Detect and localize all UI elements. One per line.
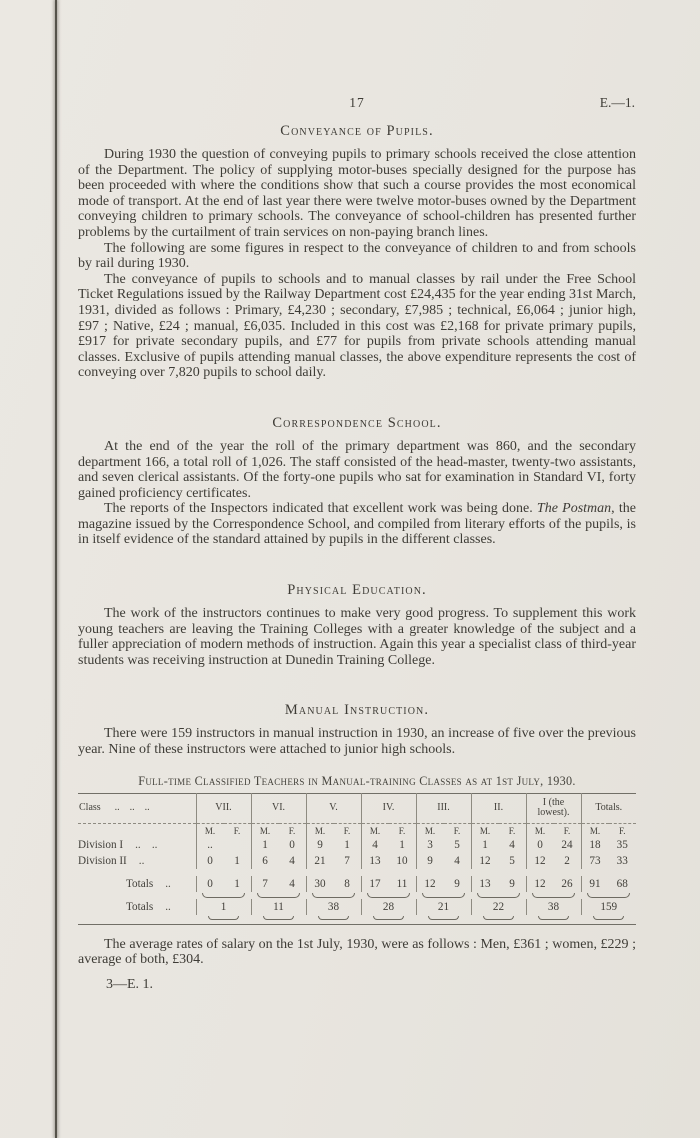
table-row-division-i — [78, 837, 636, 853]
section-heading-manual-instruction: Manual Instruction. — [284, 702, 430, 719]
brace-cell — [526, 915, 581, 925]
col-header-iii: III. — [416, 793, 471, 823]
table-group-header-row — [78, 793, 636, 823]
cell: 4 — [289, 854, 295, 867]
cell: 5 — [509, 854, 515, 867]
subheader-f: F. — [398, 825, 406, 836]
cell: 24 — [561, 838, 573, 851]
cell: 12 — [416, 876, 444, 892]
col-header-class — [78, 793, 196, 823]
row-label: Totals — [126, 877, 154, 890]
section-heading-physical-education: Physical Education. — [287, 582, 427, 599]
cell: 2 — [564, 854, 570, 867]
leader-dots: .. — [165, 900, 171, 913]
brace-cell — [581, 915, 636, 925]
cell: 11 — [251, 899, 306, 915]
underbrace-row — [78, 892, 636, 899]
subheader-f: F. — [233, 825, 241, 836]
cell: 68 — [616, 877, 628, 890]
brace-cell — [196, 915, 251, 925]
paragraph-salary: The average rates of salary on the 1st July, 1930, were as follows : Men, £361 ; women, £229 ; average of both, £304. — [78, 936, 636, 968]
underbrace — [532, 893, 575, 898]
table-sex-subheader-row — [78, 823, 636, 837]
brace-cell — [471, 892, 526, 899]
cell: 35 — [616, 838, 628, 851]
col-header-class-label: Class — [79, 801, 101, 813]
cell: 1 — [399, 838, 405, 851]
brace-cell — [581, 892, 636, 899]
subheader-f: F. — [618, 825, 626, 836]
magazine-title-italic: The Postman — [536, 501, 612, 517]
subheader-m: M. — [526, 823, 554, 837]
leader-dots: .. .. — [135, 838, 158, 851]
subheader-m: M. — [471, 823, 499, 837]
cell: 22 — [471, 899, 526, 915]
brace-cell — [196, 892, 251, 899]
paragraph-text: The reports of the Inspectors indicated that excellent work was being done. — [104, 501, 537, 517]
spacer-cell — [78, 869, 636, 876]
paragraph-physical-1: The work of the instructors continues to make very good progress. To supplement this work young teachers are leaving the Training Colleges with a greater knowledge of the subject and a fuller appreciation of modern methods of instruction. Again this year a specialist class of third-year students was receiving instruction at Dunedin Training College. — [78, 606, 636, 668]
cell: 11 — [396, 877, 408, 890]
underbrace — [483, 916, 513, 920]
subheader-m: M. — [416, 823, 444, 837]
row-label-cell — [78, 853, 196, 869]
leader-dots: .. — [165, 877, 171, 890]
underbrace — [538, 916, 568, 920]
cell: 4 — [454, 854, 460, 867]
cell: 159 — [581, 899, 636, 915]
cell: 13 — [361, 853, 389, 869]
subheader-m: M. — [306, 823, 334, 837]
cell: 4 — [361, 837, 389, 853]
col-header-totals: Totals. — [581, 793, 636, 823]
row-label: Totals — [126, 900, 154, 913]
brace-cell — [306, 892, 361, 899]
subheader-f: F. — [563, 825, 571, 836]
underbrace-row-2 — [78, 915, 636, 925]
underbrace — [593, 916, 623, 920]
paragraph-conveyance-2: The following are some figures in respect to the conveyance of children to and from schools by rail during 1930. — [78, 240, 636, 272]
cell: 9 — [416, 853, 444, 869]
document-code: E.—1. — [599, 95, 635, 110]
subheader-m: M. — [361, 823, 389, 837]
table-caption: Full-time Classified Teachers in Manual-training Classes as at 1st July, 1930. — [138, 773, 576, 788]
cell: 12 — [526, 853, 554, 869]
cell: 6 — [251, 853, 279, 869]
brace-cell — [306, 915, 361, 925]
cell: 1 — [234, 854, 240, 867]
subheader-m: M. — [196, 823, 224, 837]
cell: 12 — [526, 876, 554, 892]
table-row-totals-combined — [78, 899, 636, 915]
cell — [224, 837, 252, 853]
underbrace — [312, 893, 355, 898]
cell: 21 — [416, 899, 471, 915]
paragraph-conveyance-3: The conveyance of pupils to schools and to manual classes by rail under the Free School Ticket Regulations issued by the Railway Department cost £24,435 for the year ending 31st March, 1931, divided as follows : Primary, £4,230 ; secondary, £7,985 ; technical, £6,064 ; junior high, £97 ; Native, £24 ; manual, £6,035. Included in this cost was £2,168 for private primary pupils, £917 for private secondary pupils, and £77 for pupils from private schools attending manual classes. Exclusive of pupils attending manual classes, the above expenditure represents the cost of conveying over 7,820 pupils to school daily. — [78, 271, 636, 381]
page-content — [78, 95, 636, 993]
underbrace — [202, 893, 245, 898]
row-label: Division I — [78, 838, 124, 851]
cell: 0 — [196, 853, 224, 869]
subheader-m: M. — [251, 823, 279, 837]
page-header — [78, 95, 636, 112]
cell: 0 — [289, 838, 295, 851]
spacer-cell — [78, 915, 196, 925]
cell: 7 — [344, 854, 350, 867]
table-gap-row — [78, 869, 636, 876]
underbrace — [208, 916, 238, 920]
cell: 1 — [471, 837, 499, 853]
col-header-ii: II. — [471, 793, 526, 823]
subheader-f: F. — [453, 825, 461, 836]
paragraph-correspondence-1: At the end of the year the roll of the primary department was 860, and the secondary department 166, a total roll of 1,026. The staff consisted of the head-master, twenty-two assistants, and seven clerical assistants. Of the forty-one pupils who sat for examination in Standard VI, forty gained proficiency certificates. — [78, 438, 636, 501]
cell: 0 — [196, 876, 224, 892]
manual-training-teachers-table — [78, 793, 636, 925]
col-header-vi: VI. — [251, 793, 306, 823]
col-header-iv: IV. — [361, 793, 416, 823]
cell: 38 — [526, 899, 581, 915]
cell: .. — [196, 837, 224, 853]
cell: 91 — [581, 876, 609, 892]
paragraph-text: , the magazine issued by the Correspondence School, and compiled from literary efforts of the pupils, is in itself evidence of the standard attained by pupils in the different classes. — [78, 501, 636, 548]
row-label-cell — [78, 837, 196, 853]
page-number: 17 — [349, 95, 365, 110]
underbrace — [428, 916, 458, 920]
underbrace — [257, 893, 300, 898]
subheader-f: F. — [288, 825, 296, 836]
cell: 18 — [581, 837, 609, 853]
brace-cell — [251, 915, 306, 925]
cell: 9 — [306, 837, 334, 853]
cell: 28 — [361, 899, 416, 915]
brace-cell — [361, 915, 416, 925]
scan-edge-shadow — [55, 0, 57, 1138]
cell: 12 — [471, 853, 499, 869]
section-heading-conveyance: Conveyance of Pupils. — [280, 123, 434, 139]
cell: 30 — [306, 876, 334, 892]
cell: 1 — [196, 899, 251, 915]
brace-cell — [416, 892, 471, 899]
section-heading-correspondence: Correspondence School. — [272, 414, 442, 431]
cell: 4 — [509, 838, 515, 851]
cell: 9 — [454, 877, 460, 890]
cell: 1 — [234, 877, 240, 890]
row-label-cell — [78, 876, 196, 892]
brace-cell — [471, 915, 526, 925]
paragraph-manual-1: There were 159 instructors in manual instruction in 1930, an increase of five over the previous year. Nine of these instructors were attached to junior high schools. — [78, 726, 636, 758]
col-header-vii: VII. — [196, 793, 251, 823]
cell: 73 — [581, 853, 609, 869]
paragraph-conveyance-1: During 1930 the question of conveying pupils to primary schools received the close attention of the Department. The policy of supplying motor-buses specially designed for the purpose has been proceeded with where the conditions show that such a course provides the most economical mode of transport. At the end of last year there were twelve motor-buses owned by the Department conveying children to primary schools. The conveyance of school-children has presented further problems by the curtailment of train services on non-paying branch lines. — [78, 147, 636, 240]
cell: 1 — [251, 837, 279, 853]
brace-cell — [416, 915, 471, 925]
cell: 13 — [471, 876, 499, 892]
subheader-f: F. — [343, 825, 351, 836]
cell: 9 — [509, 877, 515, 890]
underbrace — [367, 893, 410, 898]
spacer-cell — [78, 823, 196, 837]
underbrace — [587, 893, 630, 898]
cell: 0 — [526, 837, 554, 853]
brace-cell — [526, 892, 581, 899]
cell: 3 — [416, 837, 444, 853]
cell: 8 — [344, 877, 350, 890]
cell: 10 — [396, 854, 408, 867]
brace-cell — [361, 892, 416, 899]
underbrace — [263, 916, 293, 920]
table-row-totals-mf — [78, 876, 636, 892]
table-row-division-ii — [78, 853, 636, 869]
cell: 4 — [289, 877, 295, 890]
brace-cell — [251, 892, 306, 899]
cell: 1 — [344, 838, 350, 851]
row-label-cell — [78, 899, 196, 915]
col-header-i-lowest: I (the lowest). — [526, 793, 581, 823]
col-header-v: V. — [306, 793, 361, 823]
leader-dots: .. .. .. — [114, 801, 150, 813]
row-label: Division II — [78, 854, 127, 867]
subheader-m: M. — [581, 823, 609, 837]
cell: 5 — [454, 838, 460, 851]
paragraph-correspondence-2 — [78, 501, 636, 548]
cell: 26 — [561, 877, 573, 890]
underbrace — [373, 916, 403, 920]
cell: 17 — [361, 876, 389, 892]
signature-line: 3—E. 1. — [106, 976, 154, 992]
subheader-f: F. — [508, 825, 516, 836]
underbrace — [318, 916, 348, 920]
leader-dots: .. — [138, 854, 145, 867]
underbrace — [422, 893, 465, 898]
spacer-cell — [78, 892, 196, 899]
cell: 7 — [251, 876, 279, 892]
cell: 33 — [616, 854, 628, 867]
cell: 21 — [306, 853, 334, 869]
cell: 38 — [306, 899, 361, 915]
underbrace — [477, 893, 520, 898]
